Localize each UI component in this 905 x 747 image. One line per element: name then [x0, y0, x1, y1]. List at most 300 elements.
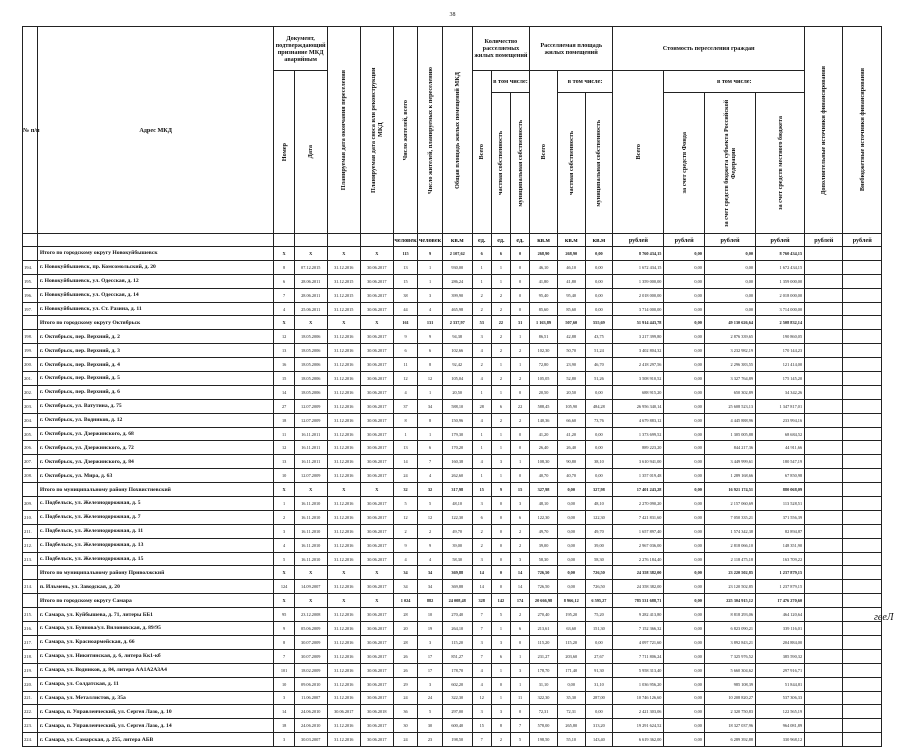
row-cell: 22 — [491, 316, 510, 330]
row-cell: 34 — [418, 566, 443, 580]
row-cell: 38,10 — [585, 455, 613, 469]
row-cell: 30.06.2017 — [360, 413, 393, 427]
table-row — [23, 663, 882, 677]
row-cell: 0 — [491, 580, 510, 594]
row-cell: 12.07.2009 — [294, 469, 327, 483]
row-cell: 90,80 — [557, 455, 585, 469]
row-cell: 25.06.2011 — [294, 302, 327, 316]
table-row — [23, 622, 882, 636]
row-cell-empty — [805, 455, 843, 469]
row-cell: 0,00 — [664, 635, 704, 649]
row-cell: 213,61 — [530, 622, 558, 636]
row-cell: 2 — [418, 524, 443, 538]
col-cost-group: Стоимость переселения граждан — [613, 27, 805, 71]
col-cost-incl: в том числе: — [664, 71, 805, 93]
row-cell: 0,00 — [664, 649, 704, 663]
row-cell-empty — [843, 510, 882, 524]
row-cell: 6 — [491, 247, 510, 261]
table-row — [23, 427, 882, 441]
table-body — [23, 247, 882, 747]
row-cell: 1 — [491, 469, 510, 483]
row-cell-empty — [843, 358, 882, 372]
row-cell: 0,00 — [664, 691, 704, 705]
col-n: № п/п — [23, 27, 38, 234]
row-cell: 12 — [418, 510, 443, 524]
row-cell-empty — [843, 302, 882, 316]
row-cell: 8 966,12 — [557, 594, 585, 608]
table-row — [23, 635, 882, 649]
row-cell: 14 — [274, 385, 294, 399]
row-cell: 10 — [274, 469, 294, 483]
row-cell: 1 024 — [393, 594, 418, 608]
row-cell: 3 — [418, 288, 443, 302]
row-cell: 2 018 000,00 — [613, 288, 664, 302]
row-cell: 2 — [472, 288, 491, 302]
row-cell: 41,20 — [530, 427, 558, 441]
row-cell: 0,00 — [664, 385, 704, 399]
row-cell: 31.12.2016 — [327, 719, 360, 733]
row-cell: 8 — [491, 719, 510, 733]
row-cell: 7 — [418, 455, 443, 469]
row-cell: 0,00 — [664, 622, 704, 636]
row-cell: 38 — [393, 288, 418, 302]
row-cell: 163 709,22 — [756, 552, 805, 566]
row-cell: 889 223,20 — [613, 441, 664, 455]
row-cell-empty — [843, 288, 882, 302]
row-cell: 46,10 — [530, 260, 558, 274]
row-cell: 11 — [510, 691, 529, 705]
row-cell-empty — [843, 705, 882, 719]
table-row — [23, 302, 882, 316]
row-cell: 20,50 — [557, 385, 585, 399]
row-cell: 1 — [491, 441, 510, 455]
row-cell: 1 672 434,15 — [756, 260, 805, 274]
relocation-table — [22, 26, 882, 747]
row-address: г. Октябрьск, ул. Водников, д. 12 — [37, 413, 274, 427]
row-cell-empty — [843, 635, 882, 649]
table-row — [23, 455, 882, 469]
row-cell: 7 325 976,52 — [704, 649, 755, 663]
row-cell: 6 — [418, 344, 443, 358]
row-cell: 7 — [510, 719, 529, 733]
col-planned-end: Планируемая дата окончания переселения — [340, 69, 348, 191]
row-cell: 17 476 270,60 — [756, 594, 805, 608]
table-row — [23, 608, 882, 622]
table-row — [23, 344, 882, 358]
table-row — [23, 719, 882, 733]
row-cell: 15 — [393, 274, 418, 288]
row-cell: 8 — [393, 413, 418, 427]
unit-cell: рублей — [613, 234, 664, 247]
row-cell: 30.06.2017 — [360, 649, 393, 663]
row-cell: 313,20 — [585, 719, 613, 733]
row-cell: 371 556,39 — [756, 510, 805, 524]
row-cell: 20 666,98 — [530, 594, 558, 608]
row-cell: 2 118 475,18 — [704, 552, 755, 566]
row-cell: 1 — [418, 427, 443, 441]
row-cell: 31.12.2016 — [327, 372, 360, 386]
row-cell: 95 — [274, 608, 294, 622]
row-cell: 18.05.2006 — [294, 330, 327, 344]
row-cell: 264,10 — [442, 622, 472, 636]
unit-cell: рублей — [704, 234, 755, 247]
row-cell: 174 — [510, 594, 529, 608]
row-cell: 10 — [418, 608, 443, 622]
row-cell: 24.06.2010 — [294, 705, 327, 719]
row-cell: 6 — [510, 622, 529, 636]
table-row — [23, 372, 882, 386]
col-doc-number: Номер — [280, 142, 288, 162]
unit-cell: ед. — [472, 234, 491, 247]
row-cell: 0 — [491, 497, 510, 511]
row-cell: 41,80 — [530, 274, 558, 288]
row-cell-empty — [805, 510, 843, 524]
row-cell: 31.12.2016 — [327, 358, 360, 372]
row-cell: 102,30 — [530, 344, 558, 358]
row-address: г. Самара, п. Управленческий, ул. Сергея Лазо, д. 10 — [37, 705, 274, 719]
table-row — [23, 538, 882, 552]
row-cell: 30.06.2017 — [360, 733, 393, 747]
row-cell: 6 — [393, 344, 418, 358]
row-cell: 2 818 066,10 — [704, 538, 755, 552]
row-cell: 18.05.2006 — [294, 344, 327, 358]
row-cell: 1 — [510, 358, 529, 372]
row-cell: 2 — [491, 330, 510, 344]
row-cell: 31.12.2016 — [327, 552, 360, 566]
table-row — [23, 469, 882, 483]
row-cell: 12 — [418, 372, 443, 386]
row-cell: 7 — [274, 288, 294, 302]
row-address: г. Самара, ул. Самарская, д. 255, литера АБВ — [37, 733, 274, 747]
row-cell: 9 — [491, 483, 510, 497]
row-cell: 72,31 — [557, 705, 585, 719]
row-cell: 179,30 — [442, 427, 472, 441]
row-cell-empty — [805, 247, 843, 261]
row-cell: 9 — [418, 330, 443, 344]
row-cell: 86,51 — [530, 330, 558, 344]
subtotal-row — [23, 566, 882, 580]
row-cell-empty — [805, 649, 843, 663]
row-number: 194. — [23, 260, 38, 274]
row-cell: 3 892 843,21 — [704, 635, 755, 649]
row-address: г. Самара, ул. Солдатская, д. 11 — [37, 677, 274, 691]
row-cell-empty — [843, 622, 882, 636]
row-address: п. Ильмень, ул. Заводская, д. 20 — [37, 580, 274, 594]
row-cell: 50,70 — [557, 344, 585, 358]
row-cell: 198,50 — [530, 733, 558, 747]
row-cell: 16 — [274, 358, 294, 372]
row-cell: 385 590,32 — [756, 649, 805, 663]
row-cell: 30.06.2017 — [360, 260, 393, 274]
row-cell: 8 — [418, 413, 443, 427]
table-row — [23, 649, 882, 663]
row-cell: 30.06.2017 — [360, 608, 393, 622]
row-cell: 30.06.2017 — [360, 510, 393, 524]
row-cell-empty — [843, 524, 882, 538]
row-cell: 11 — [393, 358, 418, 372]
table-row — [23, 580, 882, 594]
row-cell: 26 — [393, 663, 418, 677]
row-cell: 882 — [418, 594, 443, 608]
row-cell: 30.06.2017 — [360, 497, 393, 511]
row-number: 207. — [23, 455, 38, 469]
row-cell: 18 327 037,96 — [704, 719, 755, 733]
row-cell: 108,30 — [530, 455, 558, 469]
row-cell: 465,98 — [442, 302, 472, 316]
row-cell: 0,00 — [664, 663, 704, 677]
row-cell: 13 — [274, 344, 294, 358]
row-cell: 484,28 — [585, 399, 613, 413]
row-cell: 985 108,39 — [704, 677, 755, 691]
row-cell: 31.12.2016 — [327, 635, 360, 649]
row-cell: 0 — [510, 441, 529, 455]
row-cell: 0,00 — [664, 302, 704, 316]
row-cell: 24 — [393, 733, 418, 747]
row-cell-empty — [843, 719, 882, 733]
row-cell: 1 — [418, 274, 443, 288]
row-cell: 30.06.2018 — [360, 705, 393, 719]
row-cell: 8 — [274, 260, 294, 274]
row-cell: 5 — [418, 497, 443, 511]
row-number: 210. — [23, 510, 38, 524]
row-cell-empty — [843, 733, 882, 747]
row-cell: 30 — [393, 719, 418, 733]
row-cell: 0,00 — [664, 260, 704, 274]
row-cell: 7 — [472, 608, 491, 622]
row-cell: 204 884,00 — [756, 635, 805, 649]
row-cell: 16 921 174,51 — [704, 483, 755, 497]
unit-cell: кв.м — [530, 234, 558, 247]
row-cell: 270,40 — [530, 608, 558, 622]
row-cell: 30.07.2009 — [294, 635, 327, 649]
row-cell: 17 401 243,28 — [613, 483, 664, 497]
col-extra: Дополнительные источники финансирования — [820, 65, 828, 195]
row-cell: 190 860,05 — [756, 330, 805, 344]
row-cell: 20 — [393, 622, 418, 636]
row-cell: 0,00 — [704, 247, 755, 261]
row-cell-empty — [805, 733, 843, 747]
row-cell: 5 958 313,40 — [613, 663, 664, 677]
row-cell: 14 — [510, 566, 529, 580]
row-cell: 287,00 — [585, 691, 613, 705]
row-cell: 9 — [393, 538, 418, 552]
row-cell: 3 — [274, 524, 294, 538]
row-cell: 42,88 — [557, 330, 585, 344]
row-cell: 0 — [491, 566, 510, 580]
row-cell: 726,50 — [530, 566, 558, 580]
row-cell: X — [327, 483, 360, 497]
table-row — [23, 497, 882, 511]
row-number: 212. — [23, 538, 38, 552]
row-cell: 1 357 019,48 — [613, 469, 664, 483]
row-cell-empty — [805, 691, 843, 705]
row-cell: X — [294, 566, 327, 580]
row-cell: 05.06.2009 — [294, 622, 327, 636]
row-address: с. Подбельск, ул. Железнодорожная, д. 5 — [37, 497, 274, 511]
row-cell: 12.07.2009 — [294, 413, 327, 427]
row-cell: 1 — [491, 622, 510, 636]
row-cell: 588,45 — [530, 399, 558, 413]
unit-cell: рублей — [664, 234, 704, 247]
table-row — [23, 510, 882, 524]
row-cell-empty — [805, 677, 843, 691]
row-cell: 0,00 — [664, 580, 704, 594]
row-cell: X — [274, 594, 294, 608]
table-row — [23, 260, 882, 274]
row-cell: 160,38 — [442, 455, 472, 469]
row-number: 214. — [23, 580, 38, 594]
row-cell: 1 574 342,38 — [704, 524, 755, 538]
row-cell: 31.12.2016 — [327, 524, 360, 538]
row-number: 221. — [23, 691, 38, 705]
row-cell: 27 — [274, 399, 294, 413]
row-cell: 30.06.2017 — [360, 372, 393, 386]
col-cost-total: Всего — [634, 144, 642, 160]
row-cell: 2 018 000,00 — [756, 288, 805, 302]
row-cell: 231,27 — [530, 649, 558, 663]
row-address: г. Самара, ул. Металлистов, д. 35а — [37, 691, 274, 705]
row-cell: 15 — [274, 372, 294, 386]
col-area-incl: в том числе: — [557, 71, 612, 93]
row-address: г. Октябрьск, пер. Верхний, д. 3 — [37, 344, 274, 358]
row-cell: 30.06.2017 — [360, 580, 393, 594]
row-cell: 1 — [491, 358, 510, 372]
row-number: 211. — [23, 524, 38, 538]
row-cell: 2 — [510, 413, 529, 427]
row-cell: 2 — [491, 344, 510, 358]
row-cell: 0,00 — [664, 344, 704, 358]
row-cell: 0 — [510, 635, 529, 649]
row-cell: 29 — [393, 677, 418, 691]
row-cell: 3 402 804,32 — [613, 344, 664, 358]
row-cell: 15 — [472, 483, 491, 497]
row-cell: 6 — [510, 510, 529, 524]
row-cell: 3 — [472, 497, 491, 511]
row-cell: 0,00 — [664, 358, 704, 372]
row-cell: 297 916,71 — [756, 663, 805, 677]
row-address: г. Самара, ул. Никитинская, д. 6, литера Кк1-кб — [37, 649, 274, 663]
row-cell: 322,30 — [530, 691, 558, 705]
row-cell: 30.07.2009 — [294, 649, 327, 663]
col-residents-planned: Число жителей, планируемых к переселению — [426, 66, 434, 194]
col-cost-local: за счет средств местного бюджета — [776, 116, 784, 210]
row-cell: 20,50 — [530, 385, 558, 399]
row-cell: 30.06.2017 — [360, 455, 393, 469]
row-number — [23, 247, 38, 261]
row-cell: 20,50 — [442, 385, 472, 399]
row-address: г. Октябрьск, ул. Дзержинского, д. 72 — [37, 441, 274, 455]
col-qty-private: частная собственность — [497, 130, 505, 195]
row-cell: X — [274, 247, 294, 261]
row-cell: 726,50 — [585, 566, 613, 580]
row-cell: 1 347 817,01 — [756, 399, 805, 413]
row-cell: 115,20 — [442, 635, 472, 649]
row-cell: 24 — [393, 691, 418, 705]
row-cell: 0,00 — [664, 524, 704, 538]
row-address: г. Новокуйбышевск, ул. Одесская, д. 12 — [37, 274, 274, 288]
row-cell: 16.11.2011 — [294, 441, 327, 455]
row-cell: 35,30 — [557, 691, 585, 705]
row-cell-empty — [805, 580, 843, 594]
row-address: г. Новокуйбышевск, ул. Одесская, д. 14 — [37, 288, 274, 302]
unit-cell: кв.м — [442, 234, 472, 247]
row-cell: 930,00 — [442, 260, 472, 274]
row-cell: 0 — [510, 385, 529, 399]
row-cell: 30.06.2017 — [360, 385, 393, 399]
row-cell: X — [327, 316, 360, 330]
row-cell: 330 968,12 — [756, 733, 805, 747]
row-cell: 1 — [472, 385, 491, 399]
row-cell: 8 760 434,15 — [613, 247, 664, 261]
row-cell: 31.12.2016 — [327, 413, 360, 427]
row-cell: 464 120,64 — [756, 608, 805, 622]
row-cell: 3 217 399,80 — [613, 330, 664, 344]
row-cell-empty — [843, 663, 882, 677]
row-cell-empty — [843, 566, 882, 580]
row-cell: 143,40 — [585, 733, 613, 747]
row-cell: X — [274, 483, 294, 497]
row-cell: 9 — [274, 622, 294, 636]
row-cell: 6 — [418, 441, 443, 455]
row-cell: 1 — [510, 455, 529, 469]
row-cell: 2 418 297,56 — [613, 358, 664, 372]
row-cell: 22 — [510, 399, 529, 413]
row-cell: 0,00 — [585, 247, 613, 261]
row-cell: 18 — [274, 413, 294, 427]
row-cell: 31.12.2016 — [327, 330, 360, 344]
row-cell: 785 531 688,71 — [613, 594, 664, 608]
row-number: 218. — [23, 649, 38, 663]
row-number: 219. — [23, 663, 38, 677]
row-cell: 51 844,81 — [756, 677, 805, 691]
row-address: г. Самара, ул. Красноармейская, д. 66 — [37, 635, 274, 649]
row-cell-empty — [805, 274, 843, 288]
row-cell: 12 — [274, 330, 294, 344]
row-cell: 6 — [472, 510, 491, 524]
row-cell: 48,10 — [442, 497, 472, 511]
row-cell: 24 — [418, 691, 443, 705]
row-cell: 4 445 888,96 — [704, 413, 755, 427]
row-cell: 0,00 — [585, 302, 613, 316]
row-cell: 49,70 — [530, 524, 558, 538]
row-cell: 30.06.2017 — [360, 288, 393, 302]
row-cell: 7 — [472, 649, 491, 663]
row-cell: 297,00 — [442, 705, 472, 719]
row-cell: 6 595,27 — [585, 594, 613, 608]
row-cell-empty — [805, 469, 843, 483]
row-cell: 1 — [510, 649, 529, 663]
row-cell-empty — [843, 274, 882, 288]
row-address: г. Октябрьск, ул. Ватутина, д. 75 — [37, 399, 274, 413]
row-cell: 0,00 — [704, 302, 755, 316]
row-cell: 32 — [418, 483, 443, 497]
row-address: с. Подбельск, ул. Железнодорожная, д. 11 — [37, 524, 274, 538]
row-cell: 3 — [510, 552, 529, 566]
row-address: Итого по городскому округу Самара — [37, 594, 274, 608]
row-cell: 0,00 — [664, 330, 704, 344]
row-cell: 11.06.2007 — [294, 691, 327, 705]
row-number: 196. — [23, 288, 38, 302]
row-cell: 1 — [510, 330, 529, 344]
row-cell: 30.06.2017 — [360, 399, 393, 413]
row-cell: 85,60 — [530, 302, 558, 316]
row-cell: 0,00 — [664, 566, 704, 580]
row-cell: 4 — [472, 344, 491, 358]
row-cell: 0,00 — [664, 413, 704, 427]
row-cell: 3 714 000,00 — [756, 302, 805, 316]
row-cell-empty — [805, 288, 843, 302]
row-cell-empty — [805, 622, 843, 636]
